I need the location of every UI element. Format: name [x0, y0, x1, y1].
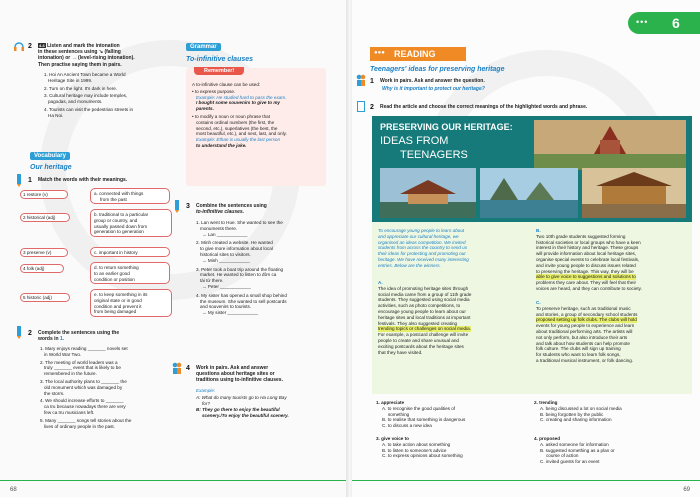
- exercise-number: 3: [186, 203, 190, 210]
- option[interactable]: C. to discuss a new idea: [382, 423, 432, 429]
- remember-text: A to-infinitive clause can be used: • to express purpose. Example: He studied hard to pass the exam. I bought some souvenirs to give to my parents. • to modify a noun or noun phrase that contains ordinal numbers (the first, the second, etc.), superlatives (the best, the most beautiful, etc.), and next, last, and only. Example: Ethan is usually the last person to understand the joke.: [192, 82, 287, 148]
- grammar-badge: Grammar: [186, 43, 221, 51]
- ex3-sentences: 1. Lan went to Hue. She wanted to see the monuments there. → Lan ____________ 2. Minh created a website. He wanted to give more information about local historical sites to visitors. → Minh ____________ 3. Peter took a boat trip around the floating market. He wanted to listen to đờn ca tài tử there. → Peter ____________ 4. My sister has opened a small shop behind the museum. She wanted to sell postcards and souvenirs to tourists. → My sister ____________: [196, 220, 287, 316]
- exercise-number: 1: [370, 78, 374, 85]
- pair-work-icon: [172, 362, 182, 375]
- word-box[interactable]: 5 historic (adj): [20, 293, 70, 302]
- book-icon: [356, 100, 366, 113]
- ex1-question: Why is it important to protect our heritage?: [382, 86, 485, 92]
- question-1: 1. appreciate A. to recognise the good qualities of something B. to realise that something is dangerous C. to discuss a new idea: [376, 400, 526, 429]
- unit-number: 6: [672, 15, 680, 31]
- heritage-photo-temple: [582, 168, 686, 218]
- ex2-instruction: Read the article and choose the correct meanings of the highlighted words and phrase.: [380, 104, 588, 110]
- meaning-box[interactable]: d. to return something to an earlier good condition or position: [90, 262, 170, 284]
- banner-line-2: IDEAS FROM: [380, 135, 449, 147]
- ex2b-sentences: 1. Mary enjoys reading _______ novels set in World War Two. 2. The meeting of world leaders was a truly _______ event that is likely to be remembered in the future. 3. The local authority plans to _______ the old monument which was damaged by the storm. 4. We should increase efforts to _______ ca tru because nowadays there are very few ca tru musicians left. 5. Many _______ songs tell stories about the lives of ordinary people in the past.: [40, 346, 132, 429]
- exercise-number: 4: [186, 365, 190, 372]
- article-banner: [372, 116, 692, 222]
- question-2: 2. trending A. being discussed a lot on social media B. being forgotten by the public C. creating and sharing information: [534, 400, 684, 423]
- page-number: 69: [683, 487, 690, 493]
- option[interactable]: A. asked someone for information: [540, 441, 609, 447]
- heritage-photo-pagoda: [534, 120, 686, 170]
- grammar-title: To-infinitive clauses: [186, 56, 254, 63]
- footer-rule: [352, 480, 700, 481]
- pencil-icon: [14, 174, 24, 187]
- ex2b-instruction: Complete the sentences using the words in 1.: [38, 330, 120, 343]
- footer-rule: [0, 480, 348, 481]
- reading-title: READING: [394, 49, 436, 59]
- option[interactable]: C. creating and sharing information: [540, 417, 612, 423]
- heritage-photo-bay: [480, 168, 578, 218]
- ex4-instruction: Work in pairs. Ask and answer questions about heritage sites or traditions using to-infinitive clauses.: [196, 365, 283, 384]
- unit-tab: ••• 6: [628, 12, 700, 34]
- remember-label: Remember!: [194, 67, 244, 75]
- vocabulary-badge: Vocabulary: [30, 152, 70, 160]
- meaning-box[interactable]: b. traditional to a particular group or country, and usually passed down from generation to generation: [90, 209, 172, 237]
- audio-track-badge[interactable]: 4.4: [39, 43, 45, 48]
- ex3-instruction: Combine the sentences using to-infinitive clauses.: [196, 203, 267, 216]
- lesson-subtitle: Teenagers' ideas for preserving heritage: [370, 66, 505, 73]
- meaning-box[interactable]: c. important in history: [90, 247, 170, 257]
- banner-line-3: TEENAGERS: [400, 149, 468, 161]
- banner-line-1: PRESERVING OUR HERITAGE:: [380, 122, 513, 132]
- word-box[interactable]: 2 historical (adj): [20, 213, 70, 222]
- option[interactable]: A. being discussed a lot on social media: [540, 405, 622, 411]
- remember-box: [186, 68, 326, 186]
- word-box[interactable]: 1 restore (v): [20, 190, 68, 199]
- word-box[interactable]: 3 preserve (v): [20, 248, 68, 257]
- meaning-box[interactable]: e. to keep something in its original state or in good condition and prevent it from being damaged: [90, 289, 172, 317]
- option[interactable]: C. invited guests for an event: [540, 459, 600, 465]
- article-section-a: A. The idea of promoting heritage sites through social media came from a group of 11th grade students. They suggested using social media activities, such as photo competitions, to encourage young people to learn about our heritage sites and local traditions at important festivals. They also suggested creating trending topics or challenges on social media. For example, a postcard challenge will invite people to create and share unusual and exciting postcards about the heritage sites that they have visited.: [378, 280, 472, 355]
- ex1-instruction: Match the words with their meanings.: [38, 177, 128, 183]
- reading-header: ●●● READING: [370, 47, 466, 61]
- word-box[interactable]: 4 folk (adj): [20, 264, 64, 273]
- pencil-icon: [172, 200, 182, 213]
- pencil-icon: [14, 326, 24, 339]
- article: [372, 116, 692, 394]
- article-section-b: B. Two 10th grade students suggested forming historical societies or local groups who have a keen interest in their history and heritage. These groups will provide information about local heritage sites, organise special events to celebrate local festivals, and invite young people to discuss issues related to preserving the heritage. This way, they will be able to give voice to suggestions and solutions to problems they care about. They will feel that their voices are heard, and they can contribute to society.: [536, 228, 642, 291]
- question-4: 4. proposed A. asked someone for information B. suggested something as a plan or course of action C. invited guests for an event: [534, 436, 684, 465]
- exercise-number: 1: [28, 177, 32, 184]
- option[interactable]: B. to listen to someone's advice: [382, 447, 447, 453]
- ex1-instruction: Work in pairs. Ask and answer the question.: [380, 78, 485, 84]
- meaning-box[interactable]: a. connected with things from the past: [90, 188, 170, 204]
- right-page: [352, 0, 700, 497]
- exercise-number: 2: [28, 330, 32, 337]
- article-intro: To encourage young people to learn about and appreciate our cultural heritage, we organised an ideas competition. We invited students from across the country to send us their ideas for protecting and promoting our heritage. We have received many interesting entries. Below are the winners.: [378, 228, 469, 268]
- ex2-instruction: 4.4 Listen and mark the intonation in these sentences using ↘ (falling intonation) or → (level-rising intonation). Then practise saying them in pairs.: [38, 43, 135, 68]
- left-page: [0, 0, 348, 497]
- article-section-c: C. To preserve heritage, such as traditional music and stories, a group of secondary school students proposed setting up folk clubs. The clubs will hold events for young people to experience and learn about traditional performing arts. The artists will not only perform, but also introduce their arts and talk about how students can help promote folk culture. The clubs will sign up training for students who want to learn folk songs, a traditional musical instrument, or folk dancing.: [536, 300, 638, 363]
- pair-work-icon: [356, 74, 366, 87]
- vocab-title: Our heritage: [30, 164, 72, 171]
- ex4-example: Example: A: What do many tourists go to Ha Long Bay for? B: They go there to enjoy the beautiful scenery./To enjoy the beautiful scenery.: [196, 388, 289, 419]
- ex2-sentences: 1. Hoi An Ancient Town became a World Heritage Site in 1999. 2. Turn on the light. It's dark in here. 3. Cultural heritage may include temples, pagodas, and monuments. 4. Tourists can visit the pedestrian streets in Ha Noi.: [44, 72, 134, 118]
- option[interactable]: B. suggested something as a plan or: [540, 447, 615, 453]
- page-number: 68: [10, 487, 17, 493]
- option[interactable]: A. to recognise the good qualities of: [382, 405, 456, 411]
- option[interactable]: A. to take action about something: [382, 441, 451, 447]
- exercise-number: 2: [28, 43, 32, 50]
- option[interactable]: B. being forgotten by the public: [540, 411, 604, 417]
- question-3: 3. give voice to A. to take action about something B. to listen to someone's advice C. to express opinions about something: [376, 436, 526, 459]
- option[interactable]: C. to express opinions about something: [382, 453, 463, 459]
- exercise-number: 2: [370, 104, 374, 111]
- option[interactable]: B. to realise that something is dangerous: [382, 417, 466, 423]
- heritage-photo-pavilion: [380, 168, 476, 218]
- headphones-icon: [14, 40, 24, 53]
